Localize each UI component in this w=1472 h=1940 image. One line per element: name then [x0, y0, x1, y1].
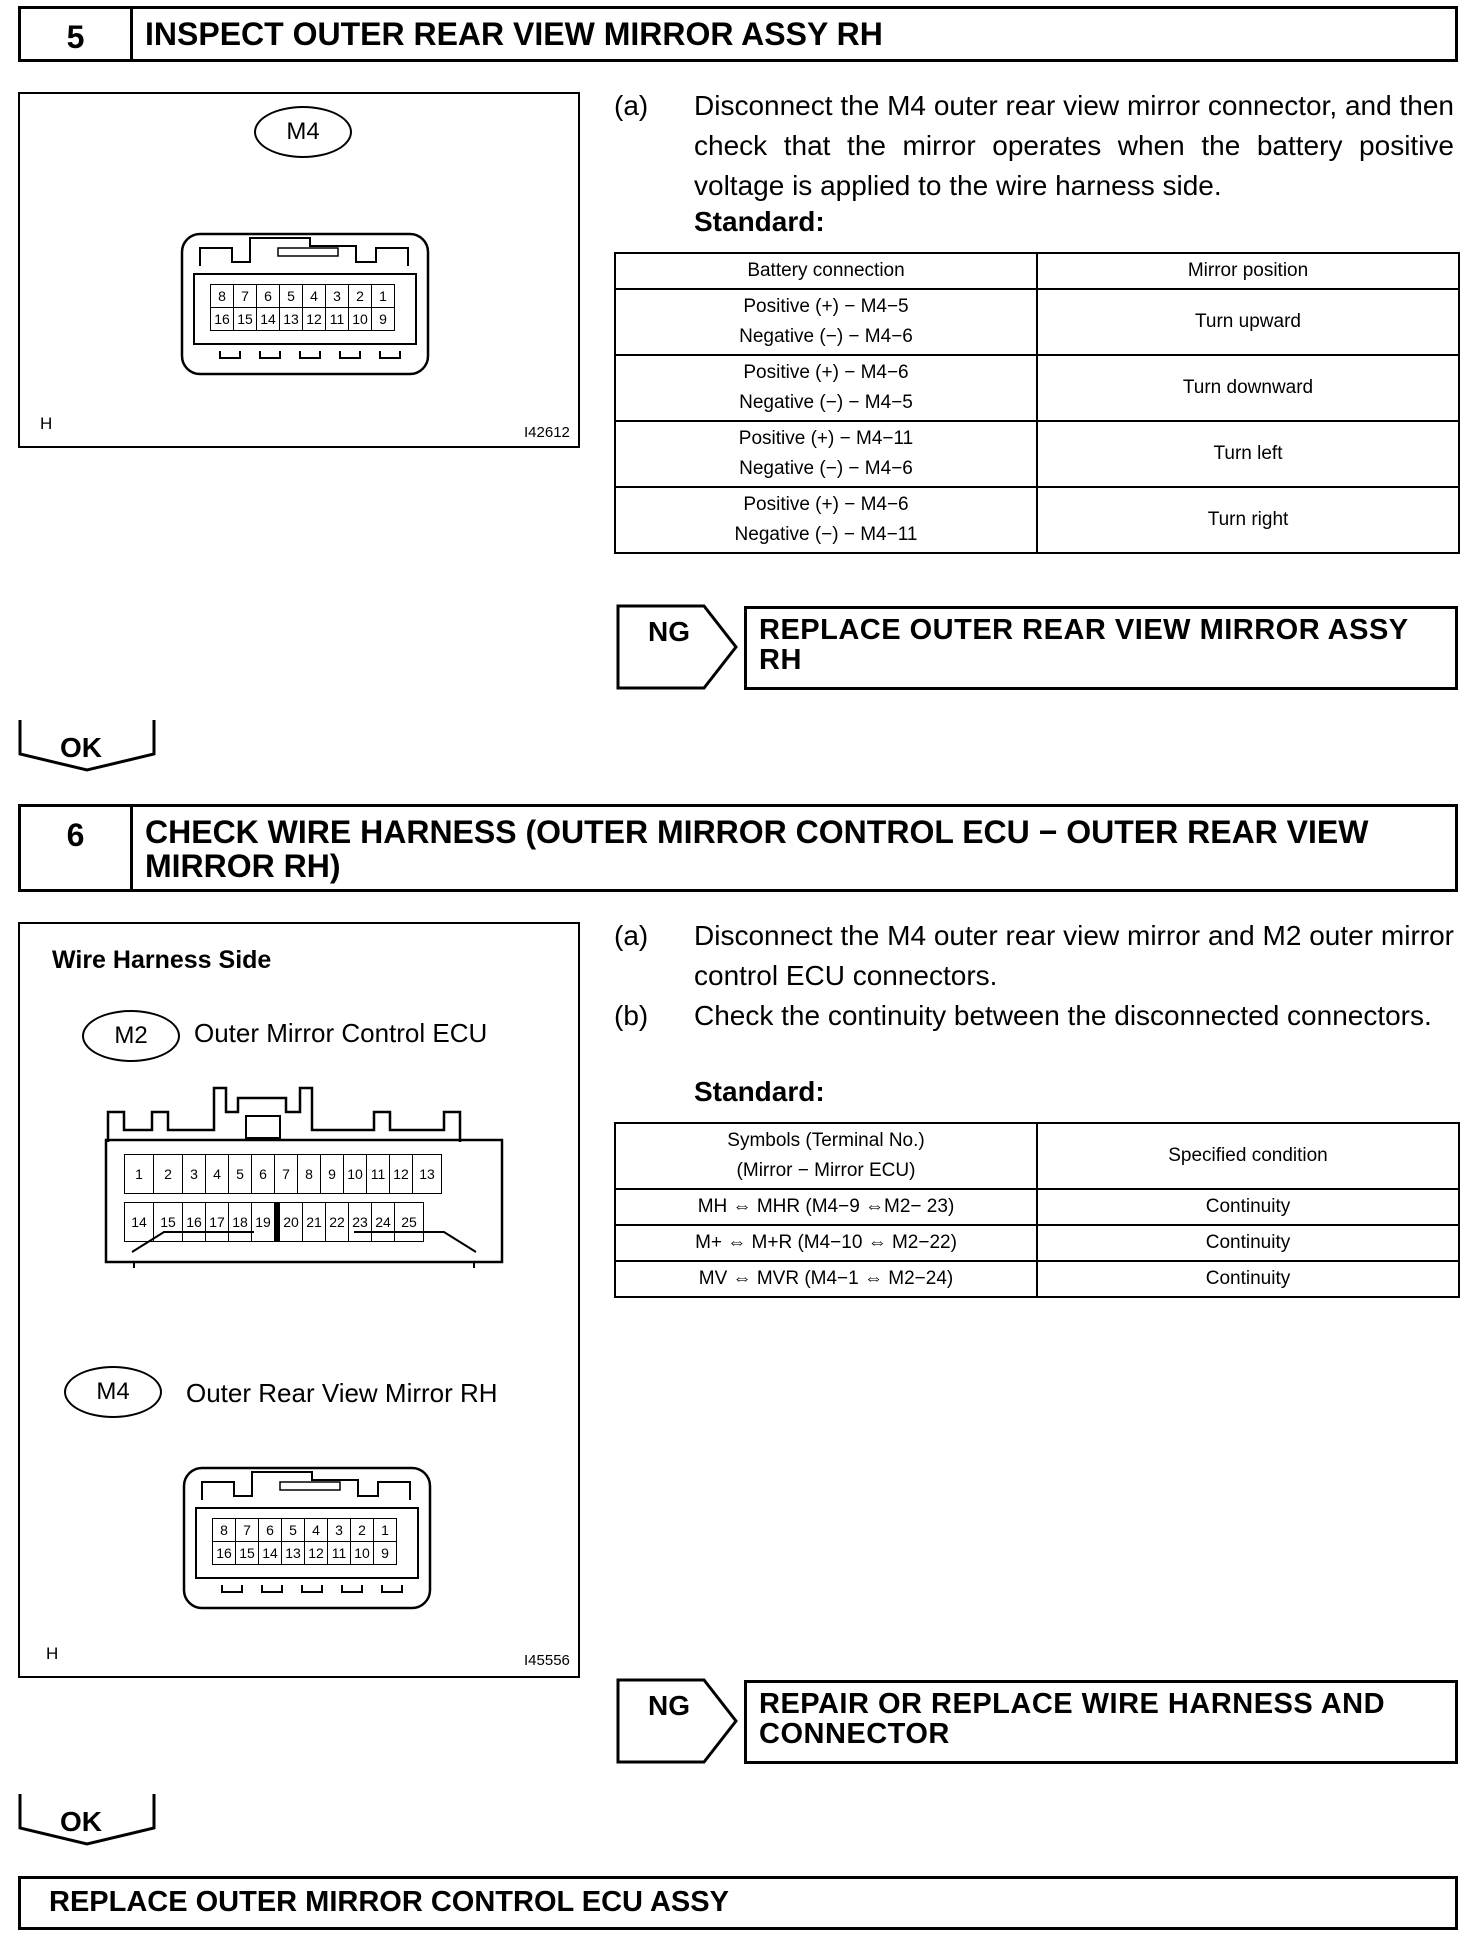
instruction-text: Disconnect the M4 outer rear view mirror and M2 outer mirror control ECU connectors.: [694, 920, 1454, 991]
pin: 7: [234, 285, 257, 308]
instruction-label: (a): [614, 920, 649, 951]
figure-id: I42612: [524, 424, 570, 441]
pin: 14: [257, 308, 280, 331]
pin: 24: [372, 1203, 395, 1242]
pin: 9: [372, 308, 395, 331]
pin: 12: [305, 1542, 328, 1565]
table-header-symbols: [615, 1123, 1037, 1189]
ng-label: NG: [648, 1690, 690, 1721]
pin: 9: [321, 1155, 344, 1194]
pin: 10: [349, 308, 372, 331]
figure-corner-mark: H: [40, 414, 53, 433]
figure-corner-mark: H: [46, 1644, 59, 1663]
pin: 12: [303, 308, 326, 331]
pin: 10: [351, 1542, 374, 1565]
symbol-cell: MH ⇔ MHR (M4−9 ⇔M2− 23): [615, 1189, 1037, 1225]
pin: 15: [234, 308, 257, 331]
pin: 6: [252, 1155, 275, 1194]
pin: 1: [374, 1519, 397, 1542]
m2-connector-name: Outer Mirror Control ECU: [194, 1018, 488, 1048]
table-row: [615, 355, 1459, 421]
table-row: [615, 487, 1459, 553]
step6-ng-arrow: [616, 1678, 740, 1764]
negative-connection: Negative (−) − M4−11: [734, 524, 918, 545]
pin: 22: [326, 1203, 349, 1242]
pin: 5: [280, 285, 303, 308]
step5-ok-tag: [18, 718, 156, 772]
table-header: Mirror position: [1037, 253, 1459, 289]
table-row: [615, 1225, 1459, 1261]
step5-spec-table: [614, 252, 1460, 554]
positive-connection: Positive (+) − M4−5: [743, 296, 909, 317]
m2-pin-grid-top: [124, 1154, 442, 1194]
pin: 15: [154, 1203, 183, 1242]
condition-cell: Continuity: [1037, 1189, 1459, 1225]
pin: 3: [328, 1519, 351, 1542]
mirror-position: Turn left: [1037, 421, 1459, 487]
step6-standard-label: Standard:: [694, 1076, 825, 1107]
step6-header: [18, 804, 1458, 892]
pin: 5: [229, 1155, 252, 1194]
pin: 8: [298, 1155, 321, 1194]
step6-connector-figure: [18, 922, 580, 1678]
mirror-position: Turn right: [1037, 487, 1459, 553]
instruction-text: Disconnect the M4 outer rear view mirror connector, and then check that the mirror operates when the battery positive voltage is applied to the wire harness side.: [694, 90, 1454, 201]
pin: 4: [303, 285, 326, 308]
m4-pin-grid: [212, 1518, 397, 1565]
pin: 12: [390, 1155, 413, 1194]
pin: 19: [252, 1203, 278, 1242]
ng-label: NG: [648, 616, 690, 647]
m4-label-oval: M4: [64, 1366, 162, 1418]
pin: 6: [259, 1519, 282, 1542]
step5-ng-action: REPLACE OUTER REAR VIEW MIRROR ASSY RH: [744, 606, 1458, 690]
pin: 16: [211, 308, 234, 331]
pin: 23: [349, 1203, 372, 1242]
positive-connection: Positive (+) − M4−6: [743, 494, 909, 515]
pin: 2: [351, 1519, 374, 1542]
pin: 7: [236, 1519, 259, 1542]
positive-connection: Positive (+) − M4−11: [738, 428, 914, 449]
step6-ok-tag: [18, 1792, 156, 1846]
pin: 18: [229, 1203, 252, 1242]
positive-connection: Positive (+) − M4−6: [743, 362, 909, 383]
table-row: [615, 421, 1459, 487]
pin: 11: [367, 1155, 390, 1194]
pin: 10: [344, 1155, 367, 1194]
step6-instruction-a: [614, 916, 1460, 996]
pin: 16: [183, 1203, 206, 1242]
step5-standard-label: Standard:: [694, 206, 825, 237]
table-header: Specified condition: [1037, 1123, 1459, 1189]
pin: 15: [236, 1542, 259, 1565]
mirror-position: Turn upward: [1037, 289, 1459, 355]
instruction-label: (b): [614, 1000, 649, 1031]
step6-instruction-b: [614, 996, 1460, 1076]
condition-cell: Continuity: [1037, 1261, 1459, 1297]
m2-label-oval: M2: [82, 1010, 180, 1062]
ok-label: OK: [60, 732, 102, 763]
pin: 25: [395, 1203, 424, 1242]
m2-pin-grid-bottom: [124, 1202, 424, 1242]
symbol-cell: MV ⇔ MVR (M4−1 ⇔ M2−24): [615, 1261, 1037, 1297]
step6-ng-action: REPAIR OR REPLACE WIRE HARNESS AND CONNECTOR: [744, 1680, 1458, 1764]
pin: 4: [305, 1519, 328, 1542]
pin: 14: [259, 1542, 282, 1565]
symbol-cell: M+ ⇔ M+R (M4−10 ⇔ M2−22): [615, 1225, 1037, 1261]
pin: 16: [213, 1542, 236, 1565]
header-line: (Mirror − Mirror ECU): [736, 1160, 916, 1181]
pin: 20: [277, 1203, 303, 1242]
condition-cell: Continuity: [1037, 1225, 1459, 1261]
table-row: [615, 1189, 1459, 1225]
pin: 6: [257, 285, 280, 308]
figure-id: I45556: [524, 1652, 570, 1669]
pin: 4: [206, 1155, 229, 1194]
table-header: Battery connection: [615, 253, 1037, 289]
step6-spec-table: [614, 1122, 1460, 1298]
ok-label: OK: [60, 1806, 102, 1837]
pin: 2: [154, 1155, 183, 1194]
negative-connection: Negative (−) − M4−6: [739, 326, 913, 347]
pin: 21: [303, 1203, 326, 1242]
step5-header: [18, 6, 1458, 62]
step5-instruction-a: [614, 86, 1460, 216]
negative-connection: Negative (−) − M4−5: [739, 392, 913, 413]
pin: 13: [282, 1542, 305, 1565]
pin: 9: [374, 1542, 397, 1565]
header-line: Symbols (Terminal No.): [727, 1130, 925, 1151]
pin: 5: [282, 1519, 305, 1542]
pin: 14: [125, 1203, 154, 1242]
negative-connection: Negative (−) − M4−6: [739, 458, 913, 479]
pin: 2: [349, 285, 372, 308]
pin: 11: [328, 1542, 351, 1565]
step5-connector-figure: [18, 92, 580, 448]
pin: 8: [211, 285, 234, 308]
pin: 13: [280, 308, 303, 331]
pin: 1: [372, 285, 395, 308]
pin: 8: [213, 1519, 236, 1542]
final-action: REPLACE OUTER MIRROR CONTROL ECU ASSY: [18, 1876, 1458, 1930]
pin: 13: [413, 1155, 442, 1194]
m4-pin-grid: [210, 284, 395, 331]
step5-ng-arrow: [616, 604, 740, 690]
pin: 11: [326, 308, 349, 331]
table-row: [615, 289, 1459, 355]
pin: 3: [183, 1155, 206, 1194]
instruction-text: Check the continuity between the disconnected connectors.: [694, 1000, 1432, 1031]
table-row: [615, 1261, 1459, 1297]
pin: 17: [206, 1203, 229, 1242]
mirror-position: Turn downward: [1037, 355, 1459, 421]
step-title: CHECK WIRE HARNESS (OUTER MIRROR CONTROL ECU − OUTER REAR VIEW MIRROR RH): [145, 814, 1369, 884]
step-number: 5: [21, 9, 133, 59]
figure-heading: Wire Harness Side: [52, 946, 272, 974]
pin: 3: [326, 285, 349, 308]
m4-connector-name: Outer Rear View Mirror RH: [186, 1378, 498, 1408]
pin: 1: [125, 1155, 154, 1194]
pin: 7: [275, 1155, 298, 1194]
connector-label-oval: M4: [254, 106, 352, 158]
instruction-label: (a): [614, 90, 649, 121]
step-title: INSPECT OUTER REAR VIEW MIRROR ASSY RH: [145, 16, 883, 52]
step-number: 6: [21, 807, 133, 889]
